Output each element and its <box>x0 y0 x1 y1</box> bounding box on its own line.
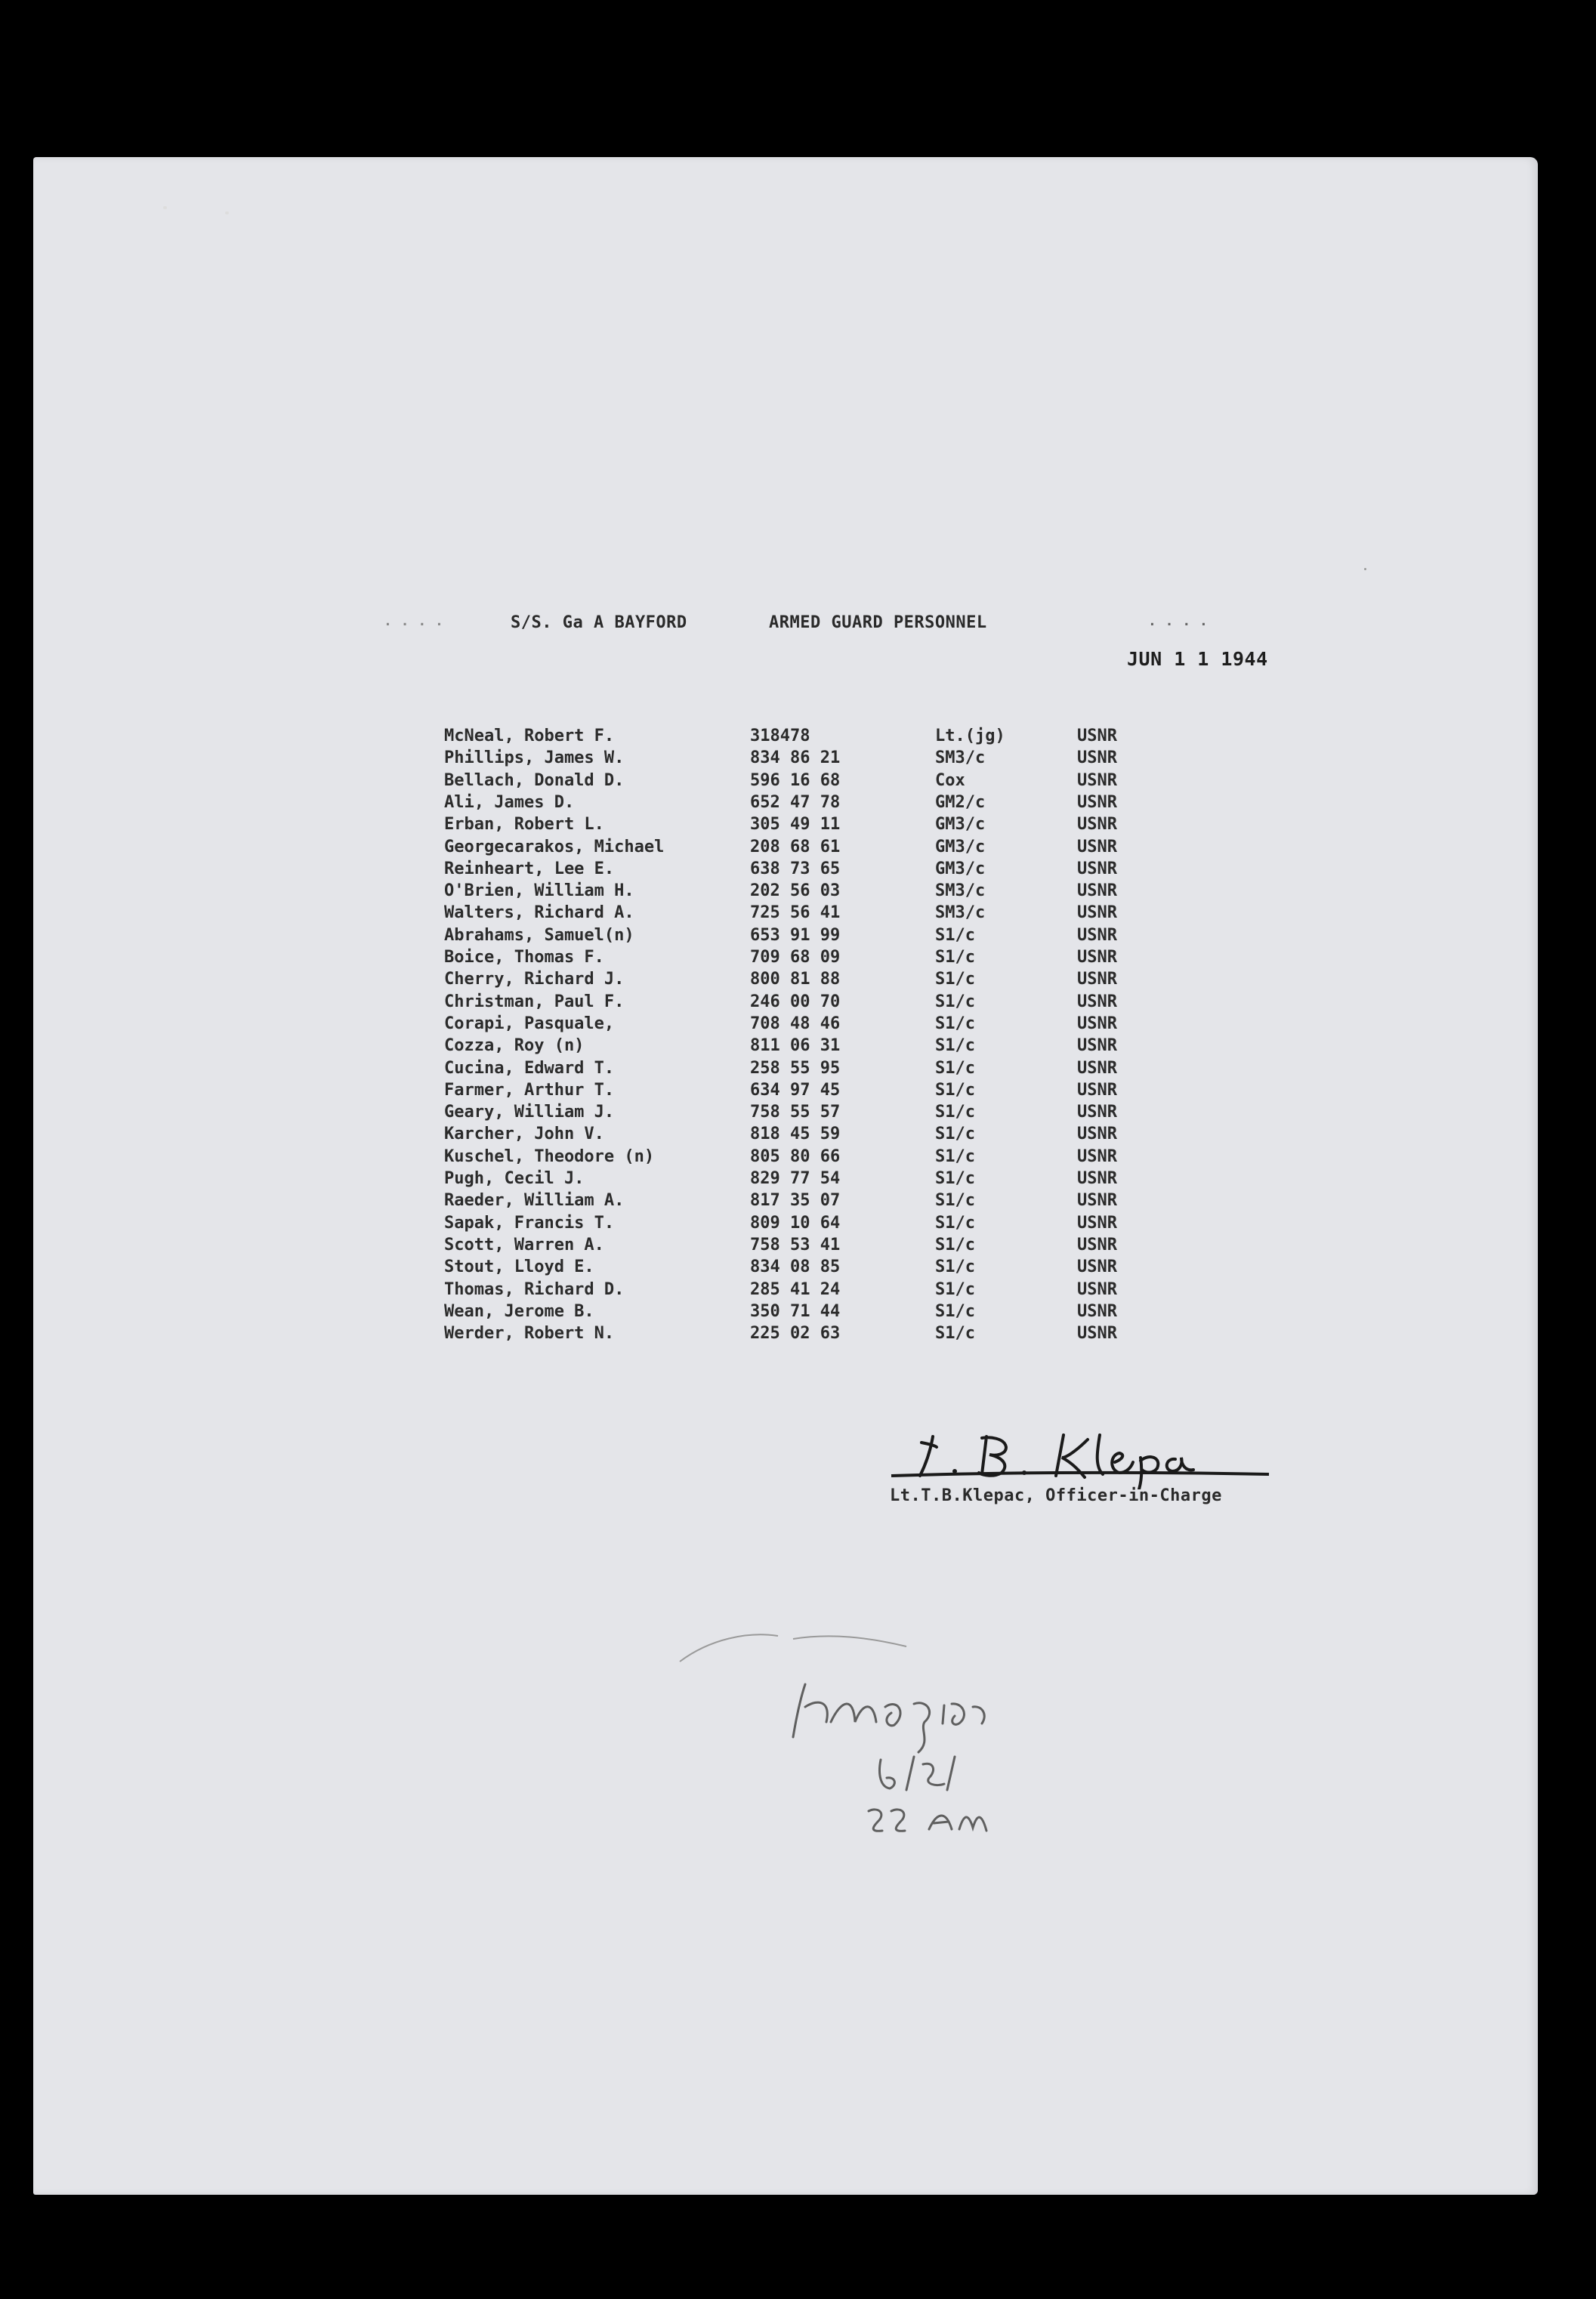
branch: USNR <box>1077 1014 1117 1033</box>
scan-speck <box>225 211 229 214</box>
roster-name: Reinheart, Lee E. <box>444 859 615 878</box>
branch: USNR <box>1077 1059 1117 1078</box>
rating: S1/c <box>935 992 975 1011</box>
service-number: 350 71 44 <box>750 1302 841 1321</box>
roster-name: Walters, Richard A. <box>444 903 634 922</box>
branch: USNR <box>1077 1169 1117 1188</box>
branch: USNR <box>1077 859 1117 878</box>
roster-name: Cozza, Roy (n) <box>444 1036 585 1055</box>
roster-name: Ali, James D. <box>444 793 575 812</box>
service-number: 829 77 54 <box>750 1169 841 1188</box>
roster-row <box>444 881 1199 903</box>
roster-row <box>444 1125 1199 1146</box>
branch: USNR <box>1077 793 1117 812</box>
service-number: 246 00 70 <box>750 992 841 1011</box>
service-number: 708 48 46 <box>750 1014 841 1033</box>
branch: USNR <box>1077 948 1117 967</box>
rating: Cox <box>935 771 965 790</box>
service-number: 758 55 57 <box>750 1103 841 1122</box>
roster-row <box>444 1236 1199 1258</box>
branch: USNR <box>1077 1280 1117 1299</box>
service-number: 817 35 07 <box>750 1191 841 1210</box>
roster-name: Phillips, James W. <box>444 748 625 767</box>
rating: S1/c <box>935 1191 975 1210</box>
service-number: 652 47 78 <box>750 793 841 812</box>
rating: Lt.(jg) <box>935 727 1005 745</box>
service-number: 809 10 64 <box>750 1214 841 1233</box>
branch: USNR <box>1077 926 1117 945</box>
scan-speck <box>163 206 167 209</box>
roster-name: Werder, Robert N. <box>444 1324 615 1343</box>
service-number: 805 80 66 <box>750 1147 841 1166</box>
rating: S1/c <box>935 1059 975 1078</box>
branch: USNR <box>1077 838 1117 856</box>
service-number: 800 81 88 <box>750 970 841 989</box>
roster-row <box>444 815 1199 837</box>
branch: USNR <box>1077 970 1117 989</box>
branch: USNR <box>1077 1081 1117 1100</box>
branch: USNR <box>1077 903 1117 922</box>
rating: S1/c <box>935 948 975 967</box>
header-faint-marks-right: . . . . <box>1148 613 1209 629</box>
rating: S1/c <box>935 1236 975 1254</box>
roster-row <box>444 1191 1199 1213</box>
pencil-line-3: ZZ AM <box>876 1830 881 1831</box>
roster-name: Scott, Warren A. <box>444 1236 604 1254</box>
roster-row <box>444 1302 1199 1324</box>
branch: USNR <box>1077 1147 1117 1166</box>
service-number: 305 49 11 <box>750 815 841 834</box>
rating: S1/c <box>935 1324 975 1343</box>
rating: SM3/c <box>935 881 986 900</box>
branch: USNR <box>1077 1103 1117 1122</box>
rating: S1/c <box>935 970 975 989</box>
roster-row <box>444 1059 1199 1081</box>
roster-row <box>444 926 1199 948</box>
branch: USNR <box>1077 748 1117 767</box>
officer-typed-name: Lt.T.B.Klepac, Officer-in-Charge <box>890 1486 1222 1505</box>
rating: SM3/c <box>935 748 986 767</box>
roster-name: Farmer, Arthur T. <box>444 1081 615 1100</box>
rating: S1/c <box>935 1214 975 1233</box>
branch: USNR <box>1077 881 1117 900</box>
roster-row <box>444 1014 1199 1036</box>
roster-row <box>444 1036 1199 1058</box>
branch: USNR <box>1077 1214 1117 1233</box>
roster-name: Raeder, William A. <box>444 1191 625 1210</box>
roster-row <box>444 1280 1199 1302</box>
rating: S1/c <box>935 1280 975 1299</box>
rating: S1/c <box>935 1258 975 1276</box>
roster-name: Stout, Lloyd E. <box>444 1258 594 1276</box>
roster-name: Pugh, Cecil J. <box>444 1169 585 1188</box>
roster-name: Abrahams, Samuel(n) <box>444 926 634 945</box>
roster-row <box>444 1081 1199 1103</box>
branch: USNR <box>1077 1324 1117 1343</box>
roster-name: Erban, Robert L. <box>444 815 604 834</box>
rating: GM3/c <box>935 838 986 856</box>
roster-row <box>444 1103 1199 1125</box>
service-number: 638 73 65 <box>750 859 841 878</box>
rating: S1/c <box>935 1036 975 1055</box>
roster-row <box>444 859 1199 881</box>
rating: GM2/c <box>935 793 986 812</box>
service-number: 318478 <box>750 727 810 745</box>
page-speck <box>1364 568 1366 570</box>
pencil-annotation <box>665 1609 1012 1858</box>
roster-name: Christman, Paul F. <box>444 992 625 1011</box>
ship-name: S/S. Ga A BAYFORD <box>511 613 687 632</box>
date-stamp: JUN 1 1 1944 <box>1127 648 1268 670</box>
roster-row <box>444 992 1199 1014</box>
service-number: 653 91 99 <box>750 926 841 945</box>
roster-name: Thomas, Richard D. <box>444 1280 625 1299</box>
roster-name: Cucina, Edward T. <box>444 1059 615 1078</box>
service-number: 225 02 63 <box>750 1324 841 1343</box>
roster-name: Sapak, Francis T. <box>444 1214 615 1233</box>
rating: S1/c <box>935 1103 975 1122</box>
roster-row <box>444 771 1199 793</box>
document-title: ARMED GUARD PERSONNEL <box>769 613 987 632</box>
roster-row <box>444 970 1199 992</box>
branch: USNR <box>1077 771 1117 790</box>
branch: USNR <box>1077 727 1117 745</box>
rating: S1/c <box>935 1302 975 1321</box>
roster-name: Geary, William J. <box>444 1103 615 1122</box>
rating: S1/c <box>935 1014 975 1033</box>
service-number: 834 08 85 <box>750 1258 841 1276</box>
branch: USNR <box>1077 1302 1117 1321</box>
roster-name: Bellach, Donald D. <box>444 771 625 790</box>
roster-row <box>444 1214 1199 1236</box>
roster-name: Georgecarakos, Michael <box>444 838 665 856</box>
service-number: 596 16 68 <box>750 771 841 790</box>
roster-row <box>444 1169 1199 1191</box>
header-faint-marks: . . . . <box>384 613 444 629</box>
rating: S1/c <box>935 1147 975 1166</box>
roster-row <box>444 1324 1199 1346</box>
service-number: 818 45 59 <box>750 1125 841 1143</box>
roster-row <box>444 948 1199 970</box>
service-number: 285 41 24 <box>750 1280 841 1299</box>
roster-row <box>444 748 1199 770</box>
roster-row <box>444 793 1199 815</box>
rating: S1/c <box>935 1169 975 1188</box>
roster-name: Wean, Jerome B. <box>444 1302 594 1321</box>
service-number: 634 97 45 <box>750 1081 841 1100</box>
roster-name: Boice, Thomas F. <box>444 948 604 967</box>
branch: USNR <box>1077 992 1117 1011</box>
roster-row <box>444 903 1199 925</box>
branch: USNR <box>1077 815 1117 834</box>
service-number: 258 55 95 <box>750 1059 841 1078</box>
service-number: 834 86 21 <box>750 748 841 767</box>
roster-name: O'Brien, William H. <box>444 881 634 900</box>
branch: USNR <box>1077 1191 1117 1210</box>
rating: GM3/c <box>935 859 986 878</box>
roster-name: Karcher, John V. <box>444 1125 604 1143</box>
officer-signature <box>876 1420 1284 1489</box>
rating: S1/c <box>935 1125 975 1143</box>
rating: S1/c <box>935 1081 975 1100</box>
branch: USNR <box>1077 1236 1117 1254</box>
service-number: 208 68 61 <box>750 838 841 856</box>
rating: GM3/c <box>935 815 986 834</box>
service-number: 725 56 41 <box>750 903 841 922</box>
service-number: 758 53 41 <box>750 1236 841 1254</box>
pencil-line-2: 6/21/44 <box>884 1789 891 1791</box>
service-number: 202 56 03 <box>750 881 841 900</box>
service-number: 709 68 09 <box>750 948 841 967</box>
branch: USNR <box>1077 1258 1117 1276</box>
rating: SM3/c <box>935 903 986 922</box>
branch: USNR <box>1077 1036 1117 1055</box>
roster-name: Cherry, Richard J. <box>444 970 625 989</box>
roster-row <box>444 1147 1199 1169</box>
roster-name: Corapi, Pasquale, <box>444 1014 615 1033</box>
branch: USNR <box>1077 1125 1117 1143</box>
service-number: 811 06 31 <box>750 1036 841 1055</box>
roster-name: McNeal, Robert F. <box>444 727 615 745</box>
roster-row <box>444 1258 1199 1279</box>
roster-name: Kuschel, Theodore (n) <box>444 1147 655 1166</box>
roster-row <box>444 838 1199 859</box>
roster-row <box>444 727 1199 748</box>
pencil-line-1: Immigration <box>816 1736 826 1738</box>
rating: S1/c <box>935 926 975 945</box>
